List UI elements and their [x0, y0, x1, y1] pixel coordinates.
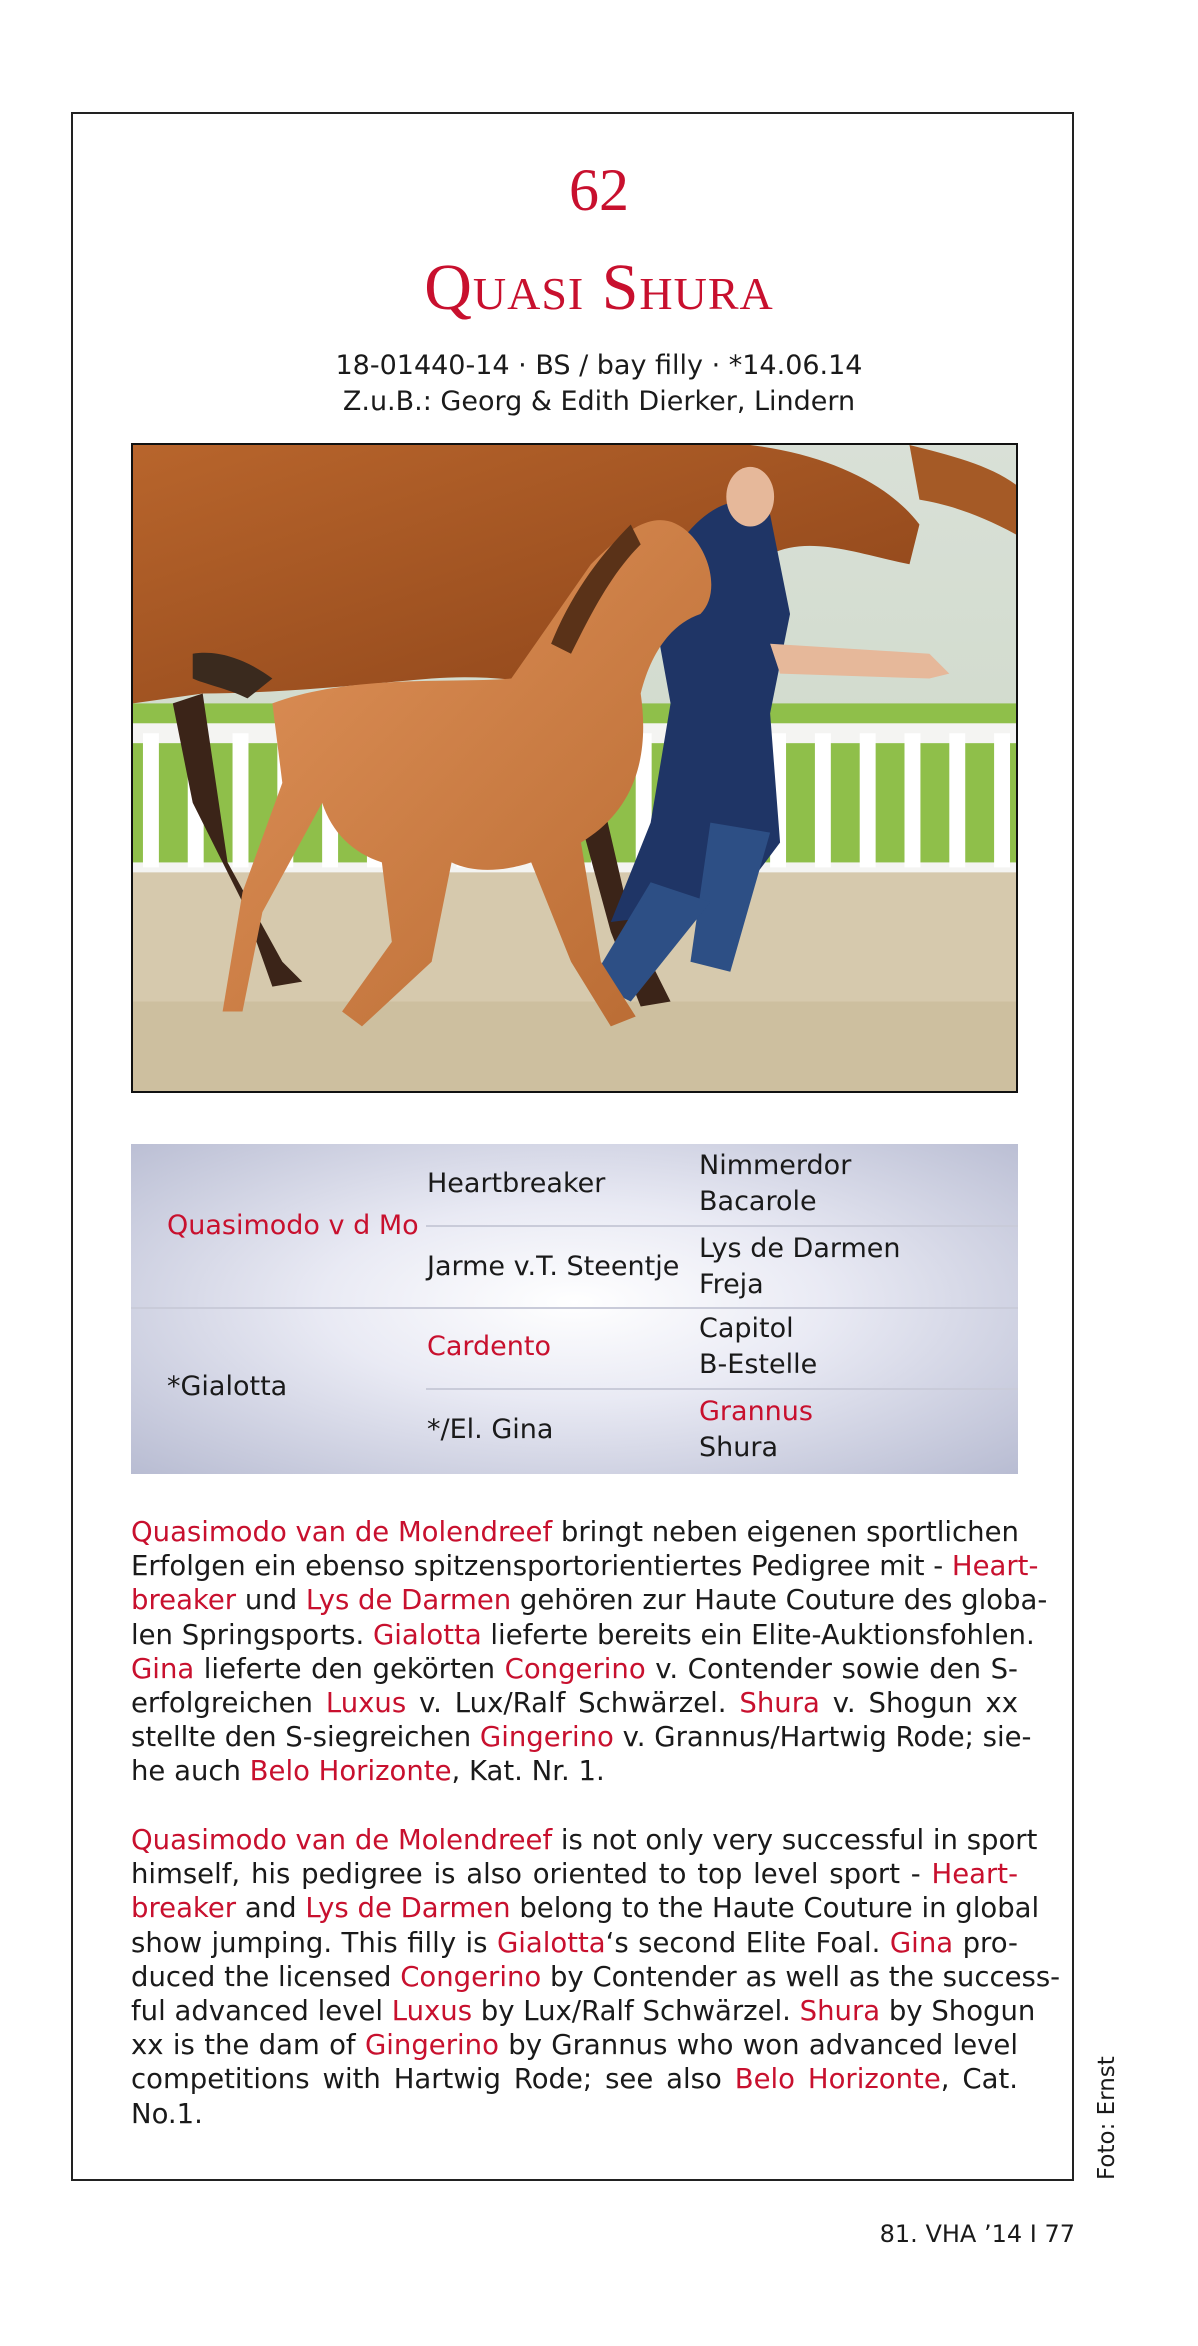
text-segment: lieferte den gekörten: [194, 1652, 505, 1685]
text-line: [131, 1549, 1039, 1583]
text-segment: lieferte bereits ein Elite-Auktionsfohlen.: [481, 1618, 1035, 1651]
pedigree-dam-dam-dam: Shura: [699, 1432, 779, 1463]
text-segment: v. Shogun xx: [819, 1686, 1018, 1719]
text-segment: by Shogun: [880, 1994, 1036, 2027]
text-segment: show jumping. This filly is: [131, 1926, 497, 1959]
text-segment: Erfolgen ein ebenso spitzensportorientiertes Pedigree mit -: [131, 1550, 952, 1583]
highlighted-name: Congerino: [504, 1652, 646, 1685]
text-segment: und: [236, 1584, 306, 1617]
pedigree-sire-dam: Jarme v.T. Steentje: [427, 1251, 680, 1282]
description-english: [131, 1823, 1061, 2131]
pedigree-dam-sire: Cardento: [427, 1331, 551, 1362]
highlighted-name: Quasimodo van de Molendreef: [131, 1824, 553, 1856]
pedigree-divider-upper: [426, 1225, 1018, 1227]
text-line: [131, 1618, 1035, 1652]
pedigree-dam-sire-sire: Capitol: [699, 1313, 794, 1344]
highlighted-name: Shura: [799, 1994, 881, 2027]
text-segment: himself, his pedigree is also oriented to top level sport -: [131, 1858, 932, 1891]
highlighted-name: breaker: [131, 1584, 237, 1617]
text-line: [131, 1515, 1018, 1549]
pedigree-sire: Quasimodo v d Mo: [167, 1210, 419, 1241]
text-segment: and: [236, 1892, 306, 1925]
horse-info-line: 18-01440-14 · BS / bay filly · *14.06.14: [335, 350, 863, 381]
text-line: [131, 1994, 1036, 2028]
highlighted-name: Lys de Darmen: [305, 1584, 512, 1617]
highlighted-name: Gialotta: [496, 1926, 606, 1959]
highlighted-name: Lys de Darmen: [305, 1892, 511, 1925]
text-segment: belong to the Haute Couture in global: [510, 1892, 1040, 1925]
highlighted-name: Belo Horizonte: [249, 1755, 452, 1788]
highlighted-name: Gingerino: [479, 1721, 614, 1754]
text-segment: v. Grannus/Hartwig Rode; sie-: [613, 1721, 1032, 1754]
text-segment: v. Lux/Ralf Schwärzel.: [406, 1686, 740, 1719]
highlighted-name: Luxus: [391, 1994, 473, 2027]
text-segment: by Contender as well as the success-: [541, 1960, 1061, 1993]
text-line: [131, 1583, 1048, 1617]
pedigree-divider-main: [131, 1307, 1018, 1309]
pedigree-dam-dam-sire: Grannus: [699, 1396, 813, 1427]
text-line: [131, 2028, 1018, 2062]
highlighted-name: Gina: [131, 1652, 195, 1685]
highlighted-name: Quasimodo van de Molendreef: [131, 1516, 553, 1548]
text-segment: is not only very successful in sport: [552, 1824, 1038, 1856]
highlighted-name: Belo Horizonte: [734, 2063, 941, 2096]
text-segment: v. Contender sowie den S-: [645, 1652, 1018, 1685]
text-segment: erfolgreichen: [131, 1686, 326, 1719]
text-segment: , Cat.: [940, 2063, 1019, 2096]
highlighted-name: Heart-: [951, 1550, 1039, 1583]
pedigree-sire-sire: Heartbreaker: [427, 1168, 606, 1199]
text-segment: ‘s second Elite Foal.: [605, 1926, 890, 1959]
text-segment: pro-: [953, 1926, 1018, 1959]
text-segment: competitions with Hartwig Rode; see also: [131, 2063, 735, 2096]
page-footer: 81. VHA ’14 I 77: [879, 2220, 1075, 2248]
text-segment: by Grannus who won advanced level: [498, 2029, 1018, 2062]
text-line: [131, 1754, 1018, 1788]
pedigree-dam-sire-dam: B-Estelle: [699, 1349, 818, 1380]
highlighted-name: Shura: [739, 1686, 820, 1719]
horse-photo: [131, 443, 1018, 1093]
pedigree-sire-dam-dam: Freja: [699, 1269, 764, 1300]
text-segment: gehören zur Haute Couture des globa-: [511, 1584, 1048, 1617]
lot-number: 62: [569, 157, 629, 223]
text-segment: , Kat. Nr. 1.: [451, 1755, 605, 1788]
text-segment: bringt neben eigenen sportlichen: [552, 1516, 1019, 1548]
pedigree-sire-sire-sire: Nimmerdor: [699, 1150, 852, 1181]
text-line: [131, 2097, 1018, 2131]
pedigree-dam-dam: */El. Gina: [427, 1414, 554, 1445]
pedigree-divider-lower: [426, 1388, 1018, 1390]
horse-name: Quasi Shura: [424, 251, 774, 324]
pedigree-dam: *Gialotta: [167, 1371, 288, 1402]
highlighted-name: breaker: [131, 1892, 237, 1925]
text-line: [131, 2062, 1018, 2096]
text-line: [131, 1720, 1032, 1754]
description-german: [131, 1515, 1048, 1789]
text-line: [131, 1686, 1018, 1720]
text-line: [131, 1823, 1038, 1857]
pedigree-table: [131, 1144, 1018, 1474]
text-segment: ful advanced level: [131, 1994, 392, 2027]
text-segment: by Lux/Ralf Schwärzel.: [472, 1994, 800, 2027]
highlighted-name: Luxus: [325, 1686, 407, 1719]
text-line: [131, 1652, 1018, 1686]
breeder-line: Z.u.B.: Georg & Edith Dierker, Lindern: [342, 386, 856, 417]
text-segment: xx is the dam of: [131, 2029, 365, 2062]
photo-credit: Foto: Ernst: [1094, 2056, 1120, 2180]
text-line: [131, 1891, 1040, 1925]
highlighted-name: Gina: [889, 1926, 954, 1959]
text-line: [131, 1926, 1018, 1960]
highlighted-name: Gialotta: [372, 1618, 482, 1651]
text-line: [131, 1960, 1061, 1994]
text-segment: No.1.: [131, 2097, 203, 2130]
pedigree-sire-dam-sire: Lys de Darmen: [699, 1233, 901, 1264]
highlighted-name: Heart-: [931, 1858, 1018, 1891]
text-segment: he auch: [131, 1755, 250, 1788]
highlighted-name: Congerino: [400, 1960, 542, 1993]
pedigree-sire-sire-dam: Bacarole: [699, 1186, 817, 1217]
text-line: [131, 1857, 1018, 1891]
text-segment: len Springsports.: [131, 1618, 373, 1651]
text-segment: duced the licensed: [131, 1960, 401, 1993]
text-segment: stellte den S-siegreichen: [131, 1721, 480, 1754]
highlighted-name: Gingerino: [364, 2029, 499, 2062]
